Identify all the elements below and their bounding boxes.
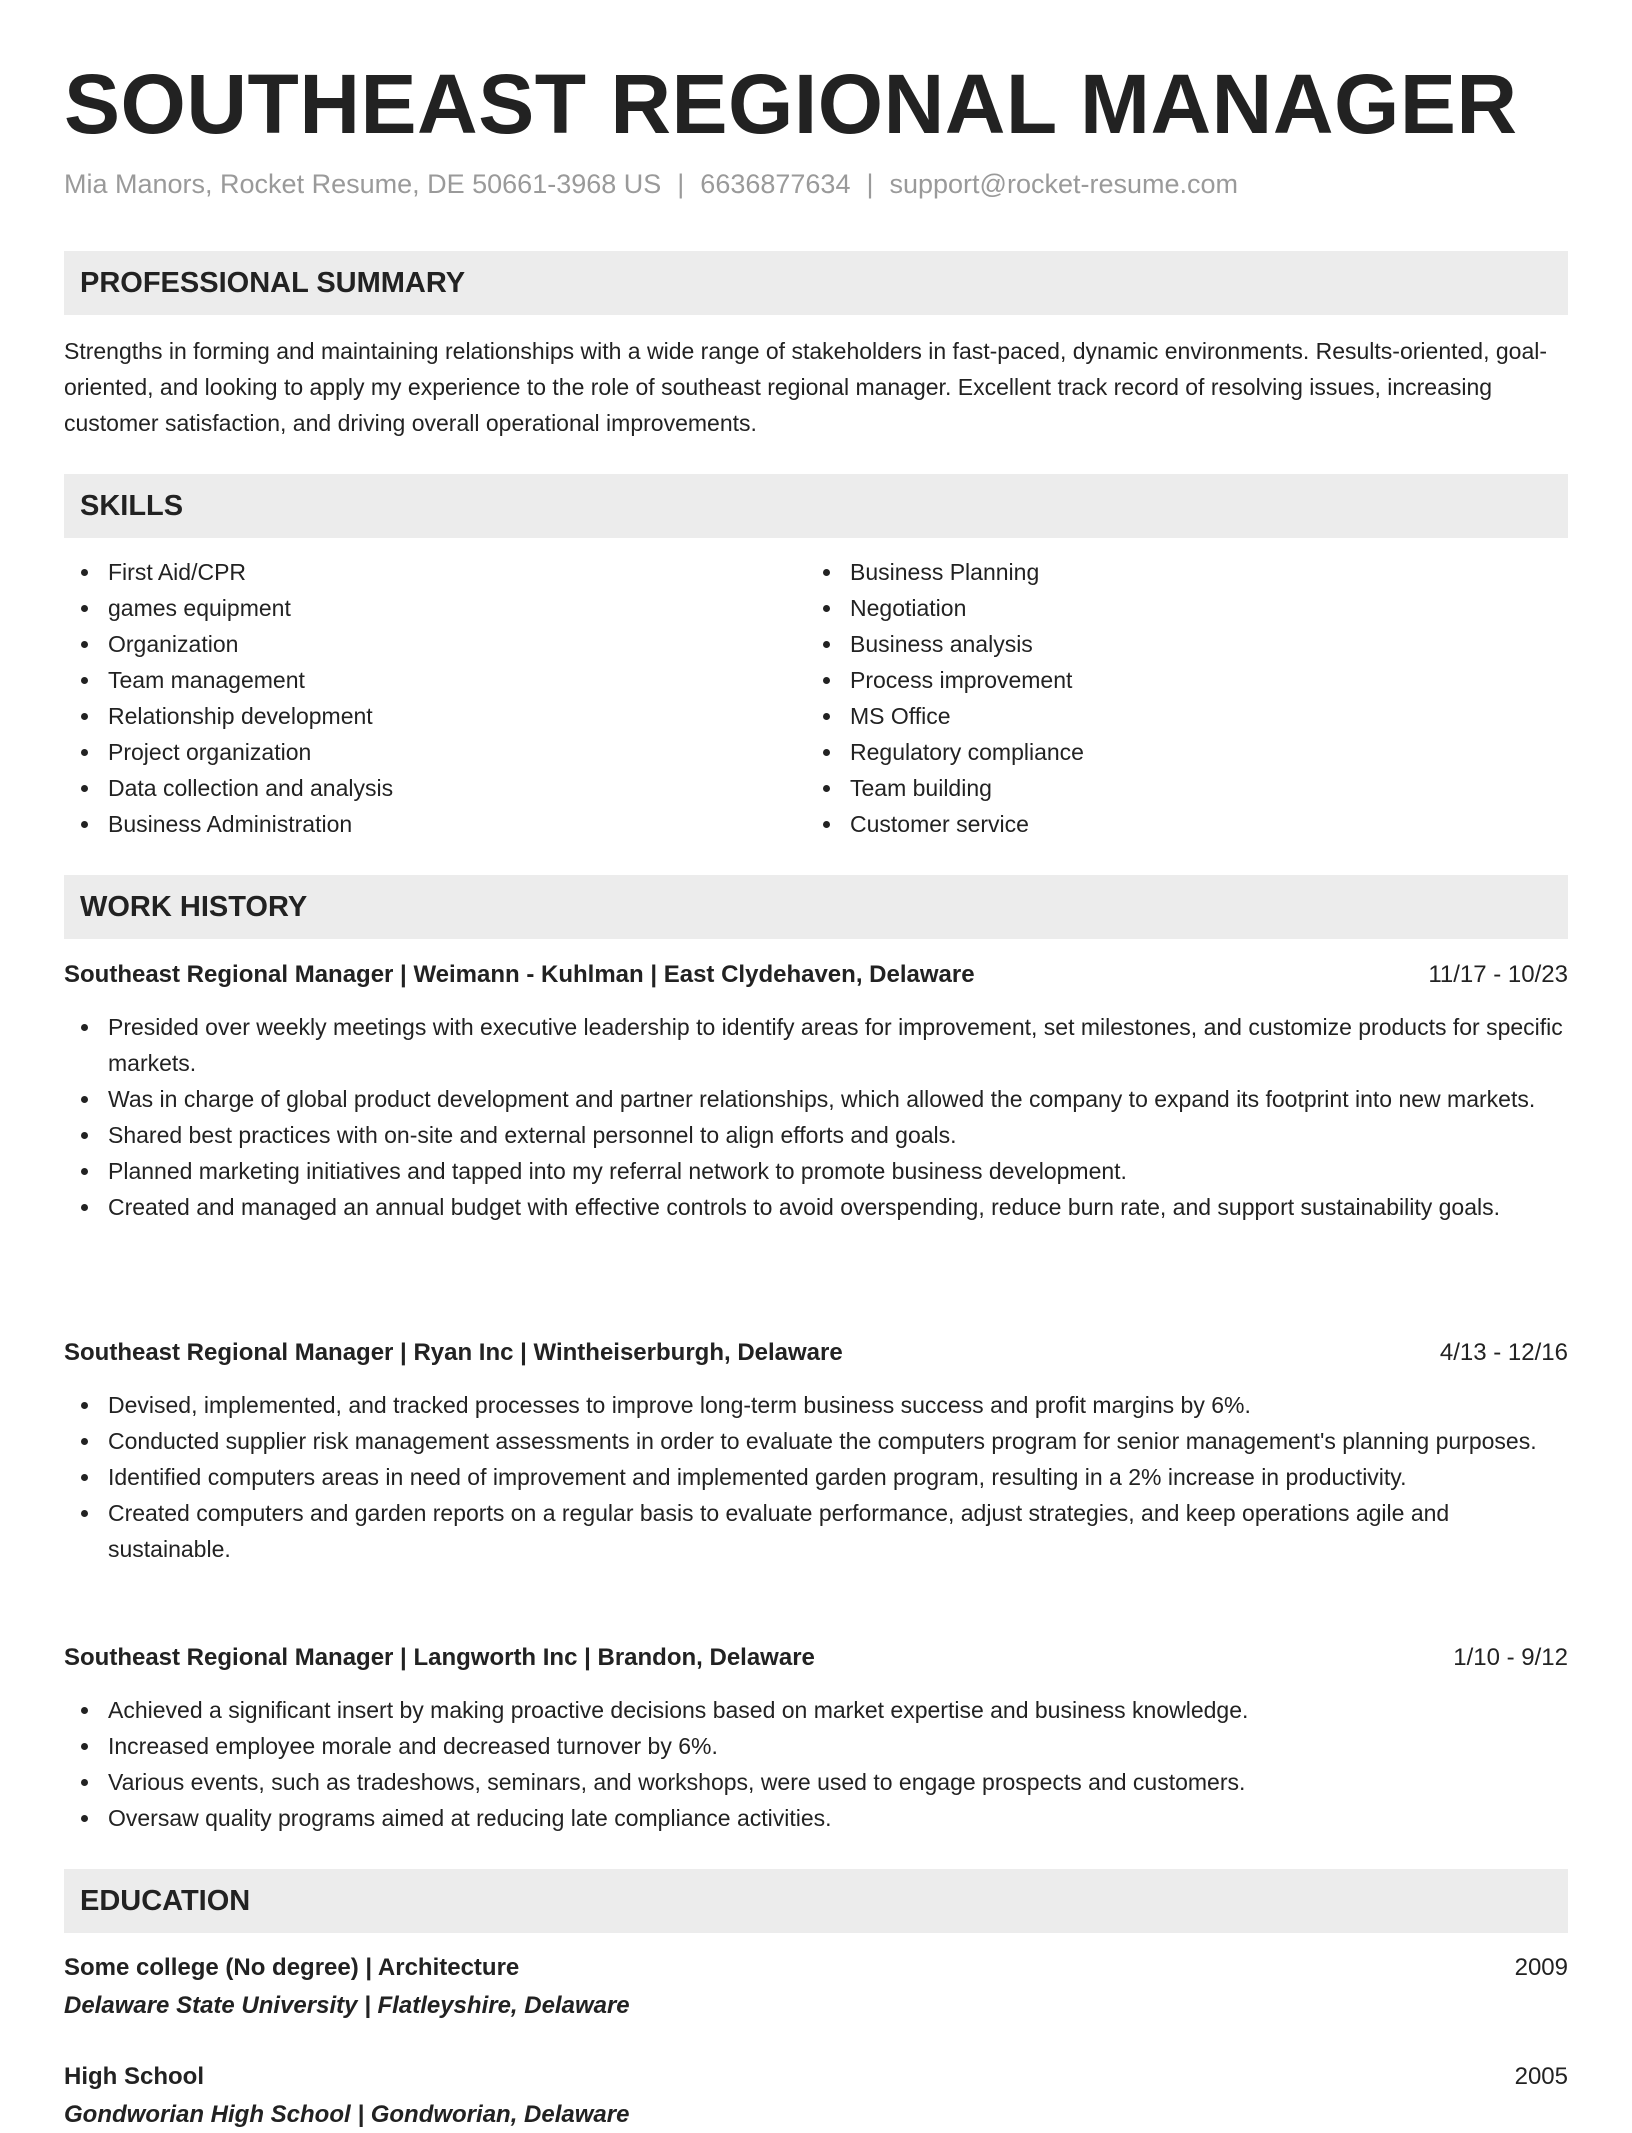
skill-item: Data collection and analysis bbox=[64, 770, 393, 806]
job-bullet: Planned marketing initiatives and tapped into my referral network to promote business development. bbox=[64, 1153, 1568, 1189]
skill-item: First Aid/CPR bbox=[64, 554, 393, 590]
contact-email: support@rocket-resume.com bbox=[889, 169, 1239, 199]
education-year: 2009 bbox=[1514, 1954, 1568, 1981]
job-dates: 11/17 - 10/23 bbox=[1428, 961, 1568, 988]
job-title: Southeast Regional Manager | Weimann - Kuhlman | East Clydehaven, Delaware bbox=[64, 961, 975, 988]
job-header bbox=[64, 957, 1568, 993]
skill-item: Business Planning bbox=[806, 554, 1084, 590]
job-title: Southeast Regional Manager | Ryan Inc | Wintheiserburgh, Delaware bbox=[64, 1339, 843, 1366]
skill-item: games equipment bbox=[64, 590, 393, 626]
education-degree: Some college (No degree) | Architecture bbox=[64, 1954, 520, 1981]
job-bullet: Conducted supplier risk management assessments in order to evaluate the computers program for senior management's planning purposes. bbox=[64, 1423, 1568, 1459]
education-header bbox=[64, 2059, 1568, 2095]
job-bullet: Created and managed an annual budget with effective controls to avoid overspending, reduce burn rate, and support sustainability goals. bbox=[64, 1189, 1568, 1225]
skill-item: Business Administration bbox=[64, 806, 393, 842]
section-header-work-history: WORK HISTORY bbox=[64, 875, 1568, 939]
job-bullet: Various events, such as tradeshows, seminars, and workshops, were used to engage prospects and customers. bbox=[64, 1764, 1568, 1800]
job-bullet: Achieved a significant insert by making proactive decisions based on market expertise and business knowledge. bbox=[64, 1692, 1568, 1728]
skill-item: Team management bbox=[64, 662, 393, 698]
job-entry bbox=[64, 1335, 1568, 1567]
contact-separator: | bbox=[866, 169, 874, 199]
job-entry bbox=[64, 1640, 1568, 1836]
job-bullets bbox=[64, 1387, 1568, 1567]
education-year: 2005 bbox=[1514, 2063, 1568, 2090]
education-entry bbox=[64, 1950, 1568, 2024]
job-bullet: Created computers and garden reports on a regular basis to evaluate performance, adjust strategies, and keep operations agile and sustainable. bbox=[64, 1495, 1568, 1567]
job-bullet: Was in charge of global product development and partner relationships, which allowed the company to expand its footprint into new markets. bbox=[64, 1081, 1568, 1117]
job-entry bbox=[64, 957, 1568, 1225]
job-bullet: Identified computers areas in need of improvement and implemented garden program, resulting in a 2% increase in productivity. bbox=[64, 1459, 1568, 1495]
job-header bbox=[64, 1640, 1568, 1676]
section-header-education: EDUCATION bbox=[64, 1869, 1568, 1933]
skill-item: Process improvement bbox=[806, 662, 1084, 698]
contact-address: Mia Manors, Rocket Resume, DE 50661-3968 US bbox=[64, 169, 662, 199]
education-school: Gondworian High School | Gondworian, Delaware bbox=[64, 2101, 630, 2128]
summary-text: Strengths in forming and maintaining relationships with a wide range of stakeholders in fast-paced, dynamic environments. Results-oriented, goal-oriented, and looking to apply my experience to the role of southeast regional manager. Excellent track record of resolving issues, increasing customer satisfaction, and driving overall operational improvements. bbox=[64, 338, 1548, 436]
job-bullets bbox=[64, 1009, 1568, 1225]
skill-item: Relationship development bbox=[64, 698, 393, 734]
education-entry bbox=[64, 2059, 1568, 2133]
skill-item: Project organization bbox=[64, 734, 393, 770]
contact-line bbox=[64, 166, 1238, 202]
resume-title: SOUTHEAST REGIONAL MANAGER bbox=[64, 57, 1518, 151]
education-header bbox=[64, 1950, 1568, 1986]
job-title: Southeast Regional Manager | Langworth Inc | Brandon, Delaware bbox=[64, 1644, 815, 1671]
skills-column-left bbox=[64, 554, 393, 842]
skill-item: Negotiation bbox=[806, 590, 1084, 626]
section-header-summary: PROFESSIONAL SUMMARY bbox=[64, 251, 1568, 315]
job-bullet: Oversaw quality programs aimed at reducing late compliance activities. bbox=[64, 1800, 1568, 1836]
skills-column-right bbox=[806, 554, 1084, 842]
job-dates: 1/10 - 9/12 bbox=[1453, 1644, 1568, 1671]
education-school: Delaware State University | Flatleyshire, Delaware bbox=[64, 1992, 630, 2019]
job-bullet: Presided over weekly meetings with executive leadership to identify areas for improvement, set milestones, and customize products for specific markets. bbox=[64, 1009, 1568, 1081]
skill-item: Regulatory compliance bbox=[806, 734, 1084, 770]
job-bullets bbox=[64, 1692, 1568, 1836]
skill-item: Team building bbox=[806, 770, 1084, 806]
job-bullet: Increased employee morale and decreased turnover by 6%. bbox=[64, 1728, 1568, 1764]
contact-separator: | bbox=[677, 169, 685, 199]
contact-phone: 6636877634 bbox=[700, 169, 851, 199]
education-degree: High School bbox=[64, 2063, 204, 2090]
job-dates: 4/13 - 12/16 bbox=[1439, 1339, 1568, 1366]
skill-item: Organization bbox=[64, 626, 393, 662]
job-bullet: Devised, implemented, and tracked processes to improve long-term business success and profit margins by 6%. bbox=[64, 1387, 1568, 1423]
job-header bbox=[64, 1335, 1568, 1371]
skill-item: Customer service bbox=[806, 806, 1084, 842]
skill-item: Business analysis bbox=[806, 626, 1084, 662]
skill-item: MS Office bbox=[806, 698, 1084, 734]
job-bullet: Shared best practices with on-site and external personnel to align efforts and goals. bbox=[64, 1117, 1568, 1153]
section-header-skills: SKILLS bbox=[64, 474, 1568, 538]
